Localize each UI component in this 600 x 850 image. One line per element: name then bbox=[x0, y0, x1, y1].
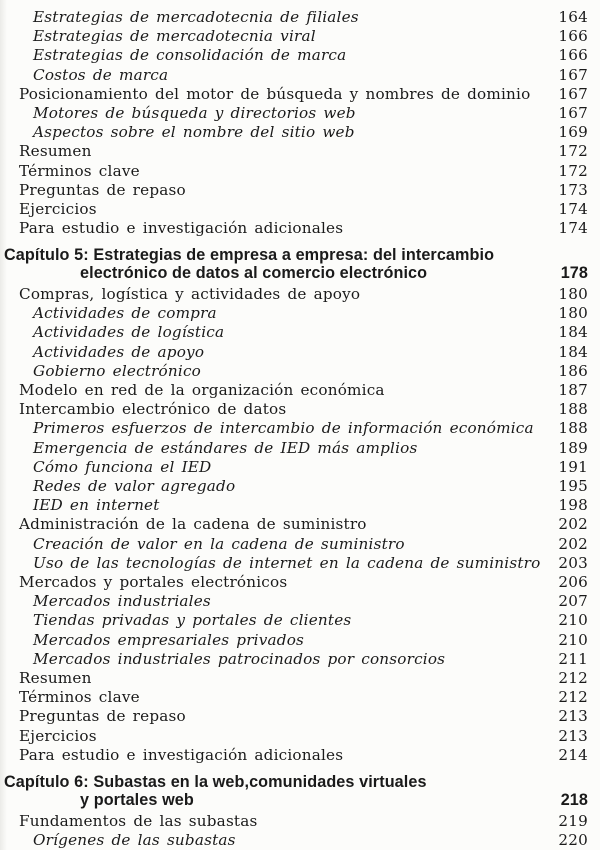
toc-entry bbox=[0, 181, 588, 200]
toc-entry bbox=[0, 477, 588, 496]
toc-entry-page-number: 213 bbox=[558, 726, 588, 745]
toc-entry-title: Preguntas de repaso bbox=[19, 180, 186, 199]
toc-entry-page-number: 212 bbox=[558, 688, 588, 707]
toc-entry bbox=[0, 688, 588, 707]
toc-entry bbox=[0, 831, 588, 850]
toc-entry-page-number: 166 bbox=[558, 27, 588, 46]
toc-entry bbox=[0, 343, 588, 362]
toc-entry-title: Términos clave bbox=[19, 161, 140, 180]
toc-entry-title: Uso de las tecnologías de internet en la cadena de suministro bbox=[33, 553, 541, 572]
toc-entry bbox=[0, 727, 588, 746]
toc-entry-title: Mercados industriales bbox=[33, 592, 211, 611]
toc-entry bbox=[0, 812, 588, 831]
toc-entry-page-number: 191 bbox=[558, 457, 588, 476]
toc-entry-page-number: 202 bbox=[558, 515, 588, 534]
toc-entry-page-number: 211 bbox=[558, 649, 588, 668]
toc-entry-title: Actividades de compra bbox=[33, 304, 217, 323]
toc-entry-title: Mercados y portales electrónicos bbox=[19, 572, 288, 591]
toc-entry-title: Primeros esfuerzos de intercambio de información económica bbox=[33, 419, 534, 438]
chapter-heading bbox=[4, 774, 588, 809]
toc-entry bbox=[0, 304, 588, 323]
toc-entry-page-number: 202 bbox=[558, 534, 588, 553]
toc-entry-title: Tiendas privadas y portales de clientes bbox=[33, 611, 352, 630]
toc-entry bbox=[0, 573, 588, 592]
toc-entry bbox=[0, 707, 588, 726]
toc-entry bbox=[0, 46, 588, 65]
toc-entry-page-number: 166 bbox=[558, 46, 588, 65]
toc-entry-page-number: 214 bbox=[558, 745, 588, 764]
toc-entry bbox=[0, 219, 588, 238]
toc-entry-page-number: 187 bbox=[558, 380, 588, 399]
toc-entry bbox=[0, 200, 588, 219]
chapter-heading-line1: Capítulo 5: Estrategias de empresa a empresa: del intercambio bbox=[4, 246, 495, 265]
toc-list bbox=[0, 8, 588, 850]
toc-entry bbox=[0, 123, 588, 142]
toc-entry-title: Motores de búsqueda y directorios web bbox=[33, 104, 356, 123]
toc-entry-title: Mercados industriales patrocinados por consorcios bbox=[33, 649, 446, 668]
toc-entry-page-number: 210 bbox=[558, 611, 588, 630]
toc-entry-page-number: 188 bbox=[558, 400, 588, 419]
toc-entry-title: Estrategias de mercadotecnia viral bbox=[33, 27, 316, 46]
toc-entry-title: Redes de valor agregado bbox=[33, 476, 236, 495]
toc-entry-page-number: 207 bbox=[558, 592, 588, 611]
chapter-heading-line2: electrónico de datos al comercio electrónico bbox=[80, 263, 428, 282]
chapter-heading-line2-row bbox=[4, 265, 588, 283]
toc-entry bbox=[0, 381, 588, 400]
toc-entry-page-number: 164 bbox=[558, 8, 588, 26]
toc-entry-page-number: 212 bbox=[558, 669, 588, 687]
toc-entry-title: Creación de valor en la cadena de suministro bbox=[33, 534, 405, 553]
toc-entry-page-number: 184 bbox=[558, 342, 588, 361]
toc-entry-title: Compras, logística y actividades de apoyo bbox=[19, 284, 361, 303]
toc-entry bbox=[0, 85, 588, 104]
toc-entry-page-number: 174 bbox=[558, 219, 588, 238]
toc-entry bbox=[0, 535, 588, 554]
toc-entry-title: Posicionamiento del motor de búsqueda y nombres de dominio bbox=[19, 84, 531, 103]
toc-entry-title: Gobierno electrónico bbox=[33, 361, 201, 380]
toc-entry bbox=[0, 400, 588, 419]
toc-entry bbox=[0, 142, 588, 161]
toc-entry-page-number: 198 bbox=[558, 496, 588, 515]
toc-entry-page-number: 189 bbox=[558, 438, 588, 457]
toc-entry-title: Modelo en red de la organización económica bbox=[19, 380, 385, 399]
toc-entry-title: Estrategias de mercadotecnia de filiales bbox=[33, 8, 359, 26]
toc-entry-page-number: 184 bbox=[558, 323, 588, 342]
toc-entry bbox=[0, 631, 588, 650]
toc-entry-page-number: 188 bbox=[558, 419, 588, 438]
toc-entry-page-number: 219 bbox=[558, 811, 588, 830]
toc-entry-page-number: 206 bbox=[558, 572, 588, 591]
toc-entry bbox=[0, 439, 588, 458]
toc-entry bbox=[0, 27, 588, 46]
toc-entry-page-number: 203 bbox=[558, 553, 588, 572]
toc-entry-page-number: 220 bbox=[558, 830, 588, 849]
chapter-heading-line2: y portales web bbox=[80, 790, 194, 809]
toc-entry bbox=[0, 162, 588, 181]
toc-entry bbox=[0, 592, 588, 611]
toc-entry-page-number: 172 bbox=[558, 161, 588, 180]
toc-entry-title: Administración de la cadena de suministro bbox=[19, 515, 367, 534]
toc-entry bbox=[0, 611, 588, 630]
toc-entry bbox=[0, 285, 588, 304]
toc-entry-title: Actividades de logística bbox=[33, 323, 225, 342]
toc-entry-page-number: 180 bbox=[558, 304, 588, 323]
toc-entry bbox=[0, 66, 588, 85]
toc-entry-title: Aspectos sobre el nombre del sitio web bbox=[33, 123, 355, 142]
toc-entry-page-number: 186 bbox=[558, 361, 588, 380]
toc-entry-page-number: 180 bbox=[558, 284, 588, 303]
toc-entry bbox=[0, 104, 588, 123]
toc-entry-title: Resumen bbox=[19, 142, 92, 161]
toc-entry-title: Emergencia de estándares de IED más amplios bbox=[33, 438, 418, 457]
toc-entry-title: Términos clave bbox=[19, 688, 140, 707]
toc-entry-title: IED en internet bbox=[33, 496, 160, 515]
toc-entry-title: Actividades de apoyo bbox=[33, 342, 205, 361]
toc-entry bbox=[0, 650, 588, 669]
chapter-heading-line2-row bbox=[4, 792, 588, 810]
toc-entry-title: Fundamentos de las subastas bbox=[19, 811, 258, 830]
toc-entry-page-number: 210 bbox=[558, 630, 588, 649]
toc-entry-page-number: 167 bbox=[558, 65, 588, 84]
toc-entry bbox=[0, 323, 588, 342]
toc-entry bbox=[0, 496, 588, 515]
toc-entry-page-number: 195 bbox=[558, 476, 588, 495]
toc-entry-page-number: 174 bbox=[558, 200, 588, 219]
toc-entry bbox=[0, 669, 588, 688]
toc-entry-title: Para estudio e investigación adicionales bbox=[19, 219, 344, 238]
toc-entry-page-number: 172 bbox=[558, 142, 588, 161]
toc-entry-page-number: 167 bbox=[558, 84, 588, 103]
toc-entry-title: Preguntas de repaso bbox=[19, 707, 186, 726]
toc-entry bbox=[0, 419, 588, 438]
toc-entry bbox=[0, 746, 588, 765]
toc-entry bbox=[0, 362, 588, 381]
toc-entry bbox=[0, 458, 588, 477]
chapter-heading-line1: Capítulo 6: Subastas en la web,comunidades virtuales bbox=[4, 773, 427, 792]
toc-entry-title: Ejercicios bbox=[19, 726, 97, 745]
chapter-heading bbox=[4, 247, 588, 282]
toc-entry-title: Cómo funciona el IED bbox=[33, 457, 212, 476]
toc-entry-title: Intercambio electrónico de datos bbox=[19, 400, 287, 419]
toc-entry-title: Costos de marca bbox=[33, 65, 169, 84]
toc-entry-title: Orígenes de las subastas bbox=[33, 830, 236, 849]
chapter-page-number: 218 bbox=[560, 790, 588, 809]
toc-entry-page-number: 173 bbox=[558, 180, 588, 199]
toc-entry-title: Para estudio e investigación adicionales bbox=[19, 745, 344, 764]
toc-entry-page-number: 167 bbox=[558, 104, 588, 123]
toc-entry-title: Resumen bbox=[19, 669, 92, 687]
toc-entry bbox=[0, 515, 588, 534]
toc-entry-page-number: 169 bbox=[558, 123, 588, 142]
toc-entry-title: Estrategias de consolidación de marca bbox=[33, 46, 347, 65]
toc-entry bbox=[0, 8, 588, 27]
toc-entry-title: Mercados empresariales privados bbox=[33, 630, 305, 649]
toc-entry bbox=[0, 554, 588, 573]
toc-entry-page-number: 213 bbox=[558, 707, 588, 726]
toc-entry-title: Ejercicios bbox=[19, 200, 97, 219]
chapter-page-number: 178 bbox=[560, 263, 588, 282]
